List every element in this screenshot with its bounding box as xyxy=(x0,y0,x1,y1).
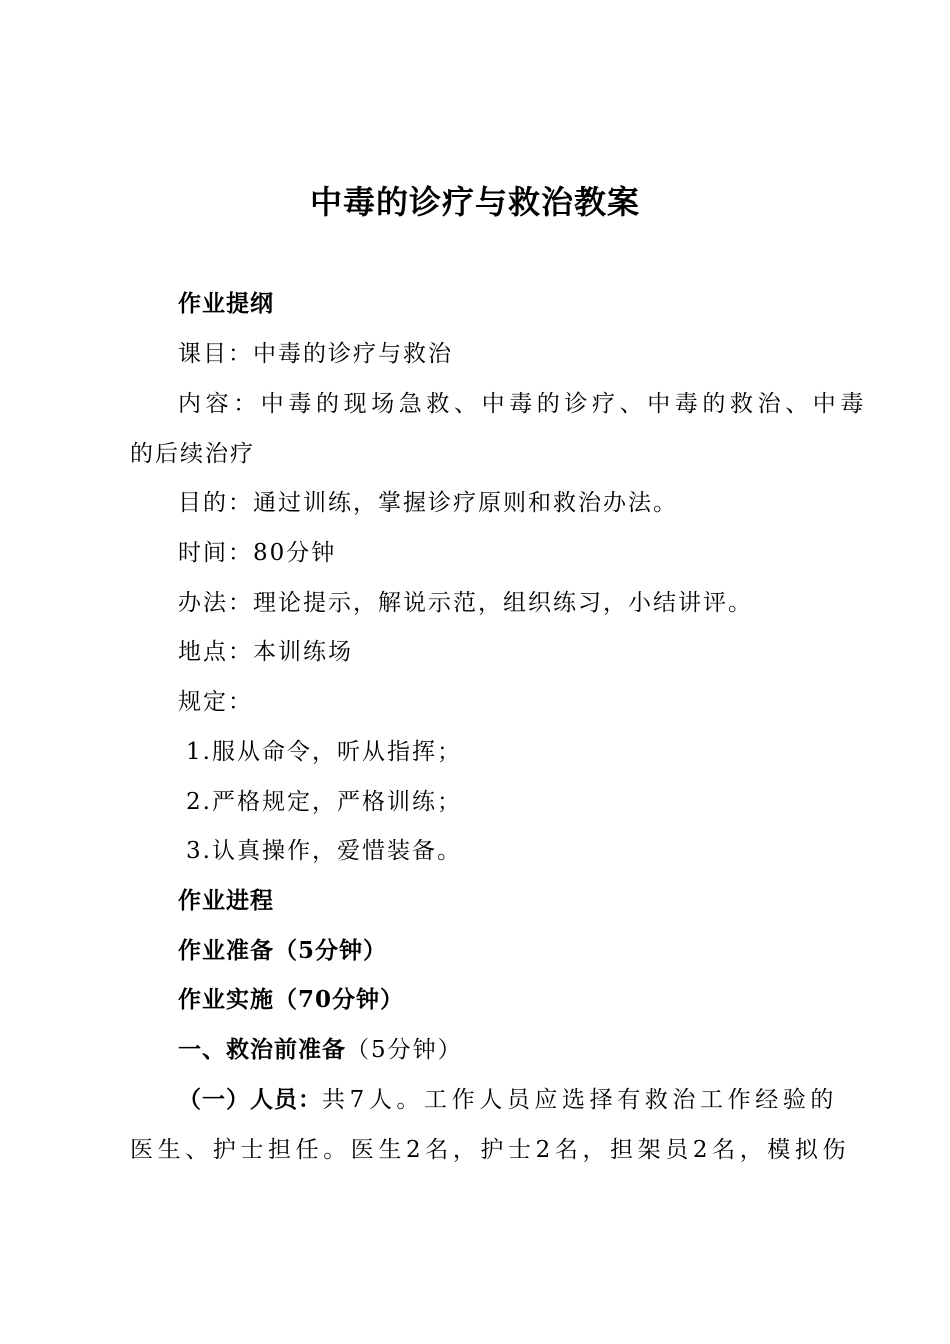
process-heading: 作业进程 xyxy=(178,887,274,914)
outline-subject: 课目：中毒的诊疗与救治 xyxy=(178,341,453,367)
personnel-line-1 xyxy=(178,1080,838,1120)
personnel-line-2: 医生、护士担任。医生2名，护士2名，担架员2名，模拟伤 xyxy=(130,1137,851,1163)
document-title: 中毒的诊疗与救治教案 xyxy=(309,183,640,221)
process-prep: 作业准备（5分钟） xyxy=(178,937,388,964)
outline-heading: 作业提纲 xyxy=(178,290,274,317)
rule-item-3: 3.认真操作，爱惜装备。 xyxy=(186,838,462,864)
section-1-heading xyxy=(178,1030,463,1070)
personnel-label: （一）人员： xyxy=(178,1086,322,1113)
process-impl: 作业实施（70分钟） xyxy=(178,986,405,1013)
outline-content-line-1: 内容：中毒的现场急救、中毒的诊疗、中毒的救治、中毒 xyxy=(178,391,868,417)
section-1-title: 一、救治前准备 xyxy=(178,1036,346,1063)
outline-location: 地点：本训练场 xyxy=(178,639,353,665)
section-1-time: （5分钟） xyxy=(346,1037,463,1063)
outline-rules-label: 规定： xyxy=(178,689,253,715)
outline-purpose: 目的：通过训练，掌握诊疗原则和救治办法。 xyxy=(178,490,678,516)
outline-time: 时间：80分钟 xyxy=(178,540,337,566)
rule-item-2: 2.严格规定，严格训练； xyxy=(186,789,462,815)
rule-item-1: 1.服从命令，听从指挥； xyxy=(186,739,462,765)
personnel-text-1: 共7人。工作人员应选择有救治工作经验的 xyxy=(322,1087,839,1113)
outline-content-line-2: 的后续治疗 xyxy=(130,441,255,467)
outline-method: 办法：理论提示，解说示范，组织练习，小结讲评。 xyxy=(178,590,753,616)
